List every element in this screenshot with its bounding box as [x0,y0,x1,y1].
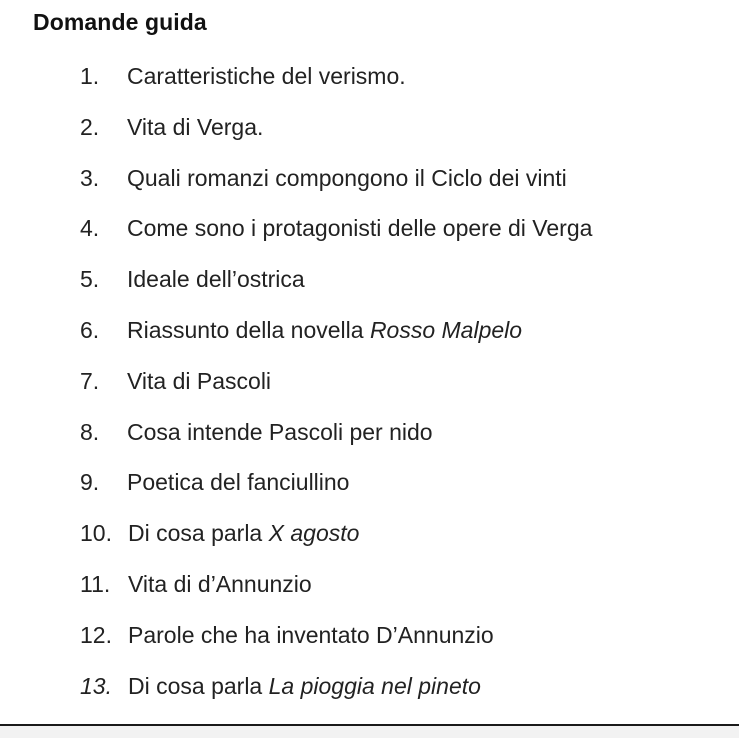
question-item-3 [80,163,592,214]
question-text: Cosa intende Pascoli per nido [127,418,433,445]
question-text: Riassunto della novella Rosso Malpelo [127,316,523,343]
question-text: Come sono i protagonisti delle opere di Verga [127,215,593,242]
question-item-9 [80,467,592,518]
question-item-13 [80,671,592,722]
document-heading: Domande guida [33,9,207,35]
question-text: Di cosa parla X agosto [128,520,360,547]
question-item-2 [80,112,592,163]
question-number: 12. [80,621,112,648]
question-text: Vita di d’Annunzio [128,570,312,597]
question-number: 13. [80,672,112,699]
novel-title: Rosso Malpelo [369,316,523,343]
question-number: 11. [80,570,111,597]
question-text: Vita di Verga. [127,113,264,140]
question-text: Caratteristiche del verismo. [127,63,406,89]
question-text: Parole che ha inventato D’Annunzio [128,621,494,648]
question-item-7 [80,366,592,417]
question-number: 6. [80,316,100,343]
question-number: 9. [80,469,100,496]
question-item-10 [80,518,592,569]
question-number: 2. [80,113,100,140]
question-text: Quali romanzi compongono il Ciclo dei vinti [127,164,567,191]
question-item-12 [80,620,592,671]
question-text: Poetica del fanciullino [127,469,350,496]
question-item-8 [80,417,592,468]
question-number: 10. [80,520,112,547]
questions-list [80,61,592,721]
question-item-1 [80,61,592,112]
poem-title: La pioggia nel pineto [268,672,481,699]
question-text: Ideale dell’ostrica [127,266,305,293]
question-item-5 [80,264,592,315]
question-text: Di cosa parla La pioggia nel pineto [128,672,481,699]
question-number: 5. [80,266,100,293]
question-number: 7. [80,367,100,394]
question-number: 1. [80,63,100,89]
poem-title: X agosto [268,520,360,547]
question-item-6 [80,315,592,366]
question-number: 8. [80,418,100,445]
question-number: 4. [80,215,100,242]
question-text: Vita di Pascoli [127,367,272,394]
question-number: 3. [80,164,100,191]
question-item-11 [80,569,592,620]
question-item-4 [80,213,592,264]
